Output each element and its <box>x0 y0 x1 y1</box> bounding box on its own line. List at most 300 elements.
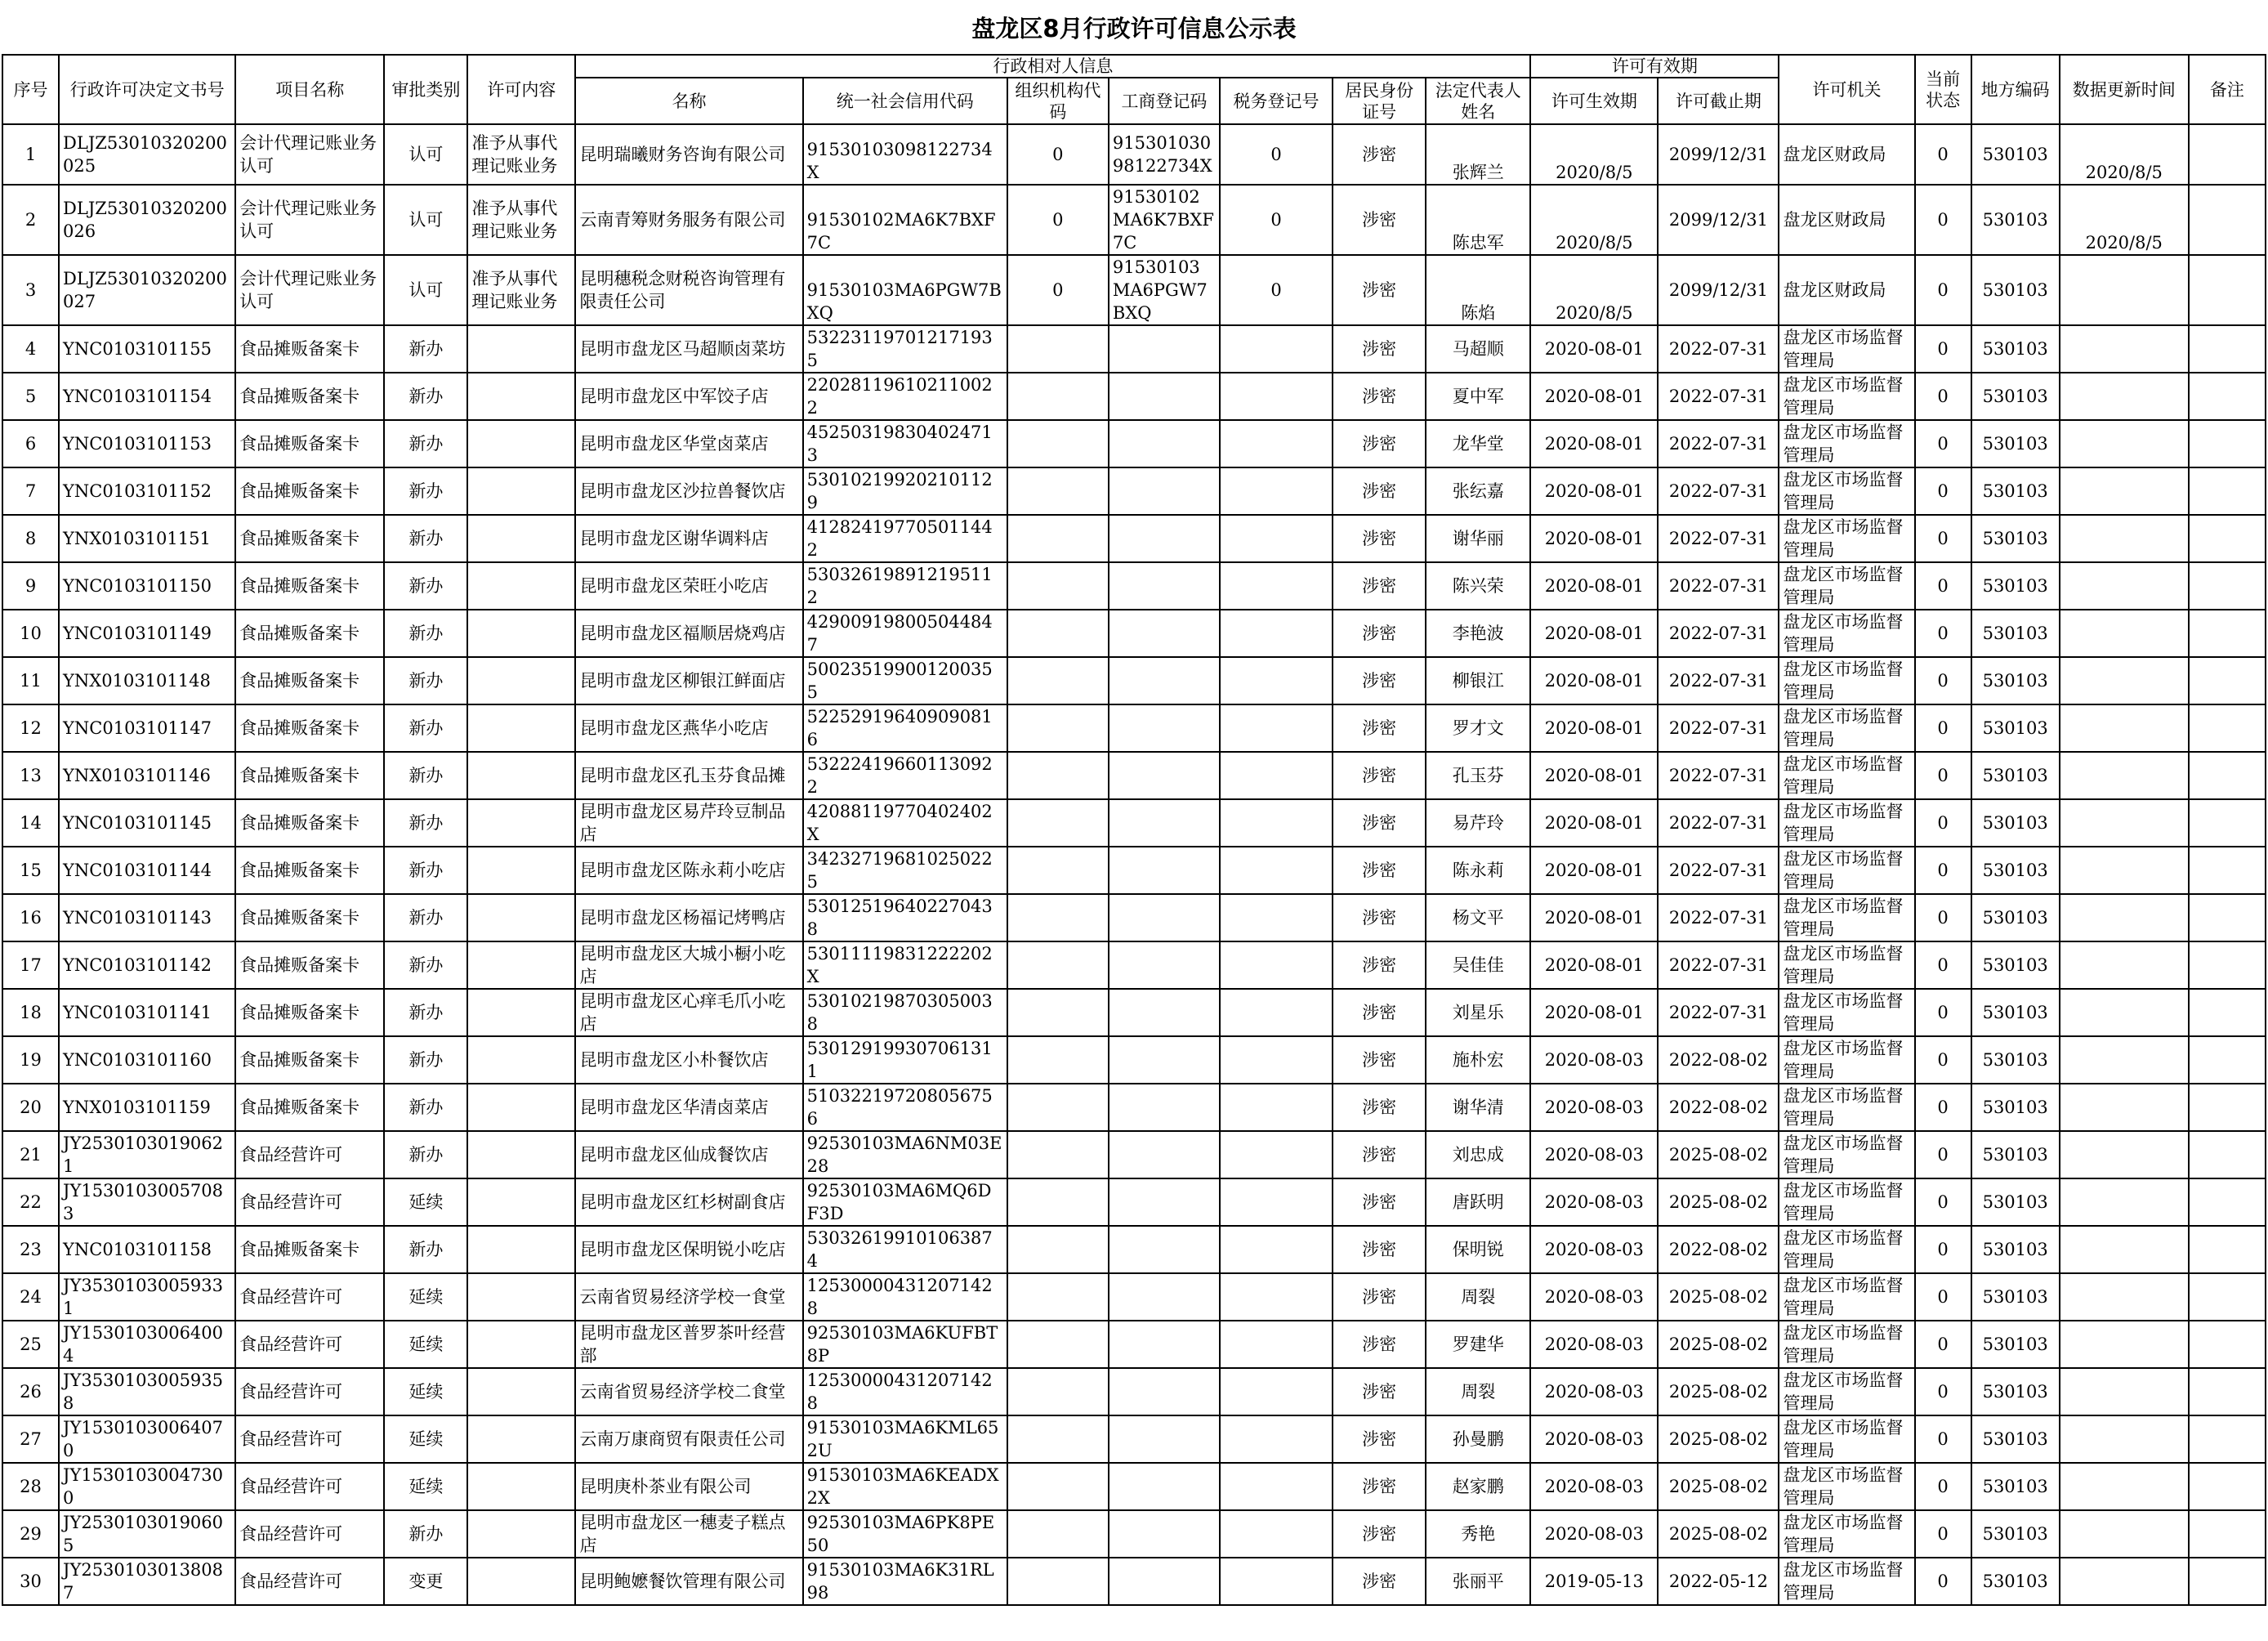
cell-status: 0 <box>1915 1226 1971 1273</box>
cell-authority: 盘龙区财政局 <box>1779 124 1914 185</box>
cell-name: 昆明市盘龙区陈永莉小吃店 <box>575 847 802 894</box>
cell-valid-from: 2020-08-01 <box>1530 704 1658 752</box>
cell-doc-no: JY15301030047300 <box>59 1463 235 1510</box>
cell-credit-code: 530326198912195112 <box>803 562 1007 610</box>
table-row <box>2 1321 2266 1368</box>
cell-credit-code: 412824197705011442 <box>803 515 1007 562</box>
cell-content <box>467 752 575 799</box>
cell-biz-reg <box>1109 1036 1220 1084</box>
cell-id-no: 涉密 <box>1333 1510 1426 1558</box>
table-row <box>2 847 2266 894</box>
table-row <box>2 420 2266 467</box>
cell-authority: 盘龙区市场监督管理局 <box>1779 420 1914 467</box>
cell-legal-rep: 陈兴荣 <box>1426 562 1530 610</box>
cell-status: 0 <box>1915 124 1971 185</box>
cell-id-no: 涉密 <box>1333 1178 1426 1226</box>
cell-seq: 26 <box>2 1368 59 1415</box>
cell-valid-from: 2020-08-01 <box>1530 799 1658 847</box>
cell-legal-rep: 龙华堂 <box>1426 420 1530 467</box>
cell-tax-reg <box>1220 562 1333 610</box>
cell-valid-to: 2022-07-31 <box>1658 704 1779 752</box>
cell-updated <box>2060 894 2189 941</box>
cell-valid-from: 2020-08-01 <box>1530 562 1658 610</box>
cell-content <box>467 1510 575 1558</box>
table-row <box>2 752 2266 799</box>
cell-doc-no: YNC0103101144 <box>59 847 235 894</box>
cell-updated: 2020/8/5 <box>2060 185 2189 255</box>
cell-remark <box>2189 515 2266 562</box>
cell-area-code: 530103 <box>1971 1178 2060 1226</box>
cell-valid-to: 2022-07-31 <box>1658 420 1779 467</box>
cell-remark <box>2189 467 2266 515</box>
cell-status: 0 <box>1915 1510 1971 1558</box>
cell-valid-to: 2022-07-31 <box>1658 657 1779 704</box>
cell-valid-to: 2025-08-02 <box>1658 1415 1779 1463</box>
cell-status: 0 <box>1915 373 1971 420</box>
cell-content <box>467 657 575 704</box>
cell-id-no: 涉密 <box>1333 1131 1426 1178</box>
table-row <box>2 657 2266 704</box>
cell-valid-to: 2022-07-31 <box>1658 467 1779 515</box>
table-row <box>2 1036 2266 1084</box>
cell-legal-rep: 马超顺 <box>1426 325 1530 373</box>
cell-credit-code: 91530103098122734X <box>803 124 1007 185</box>
cell-seq: 25 <box>2 1321 59 1368</box>
cell-seq: 28 <box>2 1463 59 1510</box>
cell-project: 食品摊贩备案卡 <box>235 610 384 657</box>
cell-valid-from: 2020-08-01 <box>1530 941 1658 989</box>
cell-valid-to: 2025-08-02 <box>1658 1131 1779 1178</box>
cell-legal-rep: 夏中军 <box>1426 373 1530 420</box>
cell-area-code: 530103 <box>1971 1273 2060 1321</box>
table-row <box>2 894 2266 941</box>
col-header-status: 当前状态 <box>1915 55 1971 124</box>
cell-authority: 盘龙区市场监督管理局 <box>1779 989 1914 1036</box>
cell-credit-code: 532224196601130922 <box>803 752 1007 799</box>
group-header-validity: 许可有效期 <box>1530 55 1779 78</box>
cell-biz-reg <box>1109 1084 1220 1131</box>
cell-category: 新办 <box>384 562 467 610</box>
cell-authority: 盘龙区市场监督管理局 <box>1779 373 1914 420</box>
cell-credit-code: 510322197208056756 <box>803 1084 1007 1131</box>
cell-biz-reg: 91530103MA6PGW7BXQ <box>1109 255 1220 325</box>
cell-area-code: 530103 <box>1971 467 2060 515</box>
cell-authority: 盘龙区市场监督管理局 <box>1779 1558 1914 1605</box>
cell-seq: 2 <box>2 185 59 255</box>
cell-project: 食品经营许可 <box>235 1131 384 1178</box>
cell-updated <box>2060 420 2189 467</box>
cell-valid-to: 2025-08-02 <box>1658 1368 1779 1415</box>
cell-project: 食品摊贩备案卡 <box>235 752 384 799</box>
permit-table <box>2 54 2266 1606</box>
cell-legal-rep: 赵家鹏 <box>1426 1463 1530 1510</box>
cell-credit-code: 125300004312071428 <box>803 1273 1007 1321</box>
cell-status: 0 <box>1915 1415 1971 1463</box>
cell-status: 0 <box>1915 1463 1971 1510</box>
cell-credit-code: 530129199307061311 <box>803 1036 1007 1084</box>
cell-tax-reg <box>1220 704 1333 752</box>
cell-name: 昆明市盘龙区燕华小吃店 <box>575 704 802 752</box>
cell-org-code: 0 <box>1007 185 1109 255</box>
cell-category: 新办 <box>384 941 467 989</box>
cell-content <box>467 704 575 752</box>
cell-project: 食品经营许可 <box>235 1178 384 1226</box>
cell-authority: 盘龙区财政局 <box>1779 255 1914 325</box>
cell-area-code: 530103 <box>1971 515 2060 562</box>
cell-tax-reg <box>1220 325 1333 373</box>
cell-category: 认可 <box>384 185 467 255</box>
cell-category: 新办 <box>384 752 467 799</box>
cell-valid-to: 2099/12/31 <box>1658 185 1779 255</box>
cell-name: 昆明市盘龙区一穗麦子糕点店 <box>575 1510 802 1558</box>
cell-biz-reg <box>1109 373 1220 420</box>
cell-org-code <box>1007 1510 1109 1558</box>
cell-credit-code: 92530103MA6PK8PE50 <box>803 1510 1007 1558</box>
cell-id-no: 涉密 <box>1333 941 1426 989</box>
cell-status: 0 <box>1915 420 1971 467</box>
cell-area-code: 530103 <box>1971 941 2060 989</box>
cell-authority: 盘龙区市场监督管理局 <box>1779 657 1914 704</box>
cell-credit-code: 530326199101063874 <box>803 1226 1007 1273</box>
cell-project: 食品摊贩备案卡 <box>235 894 384 941</box>
cell-updated <box>2060 704 2189 752</box>
cell-updated <box>2060 467 2189 515</box>
cell-category: 新办 <box>384 657 467 704</box>
cell-valid-from: 2020-08-01 <box>1530 752 1658 799</box>
cell-category: 新办 <box>384 1036 467 1084</box>
cell-content <box>467 1321 575 1368</box>
cell-status: 0 <box>1915 847 1971 894</box>
cell-remark <box>2189 704 2266 752</box>
cell-area-code: 530103 <box>1971 799 2060 847</box>
cell-updated <box>2060 1510 2189 1558</box>
cell-seq: 22 <box>2 1178 59 1226</box>
col-header-remark: 备注 <box>2189 55 2266 124</box>
cell-updated: 2020/8/5 <box>2060 124 2189 185</box>
cell-category: 新办 <box>384 989 467 1036</box>
table-row <box>2 1178 2266 1226</box>
cell-remark <box>2189 1321 2266 1368</box>
cell-id-no: 涉密 <box>1333 704 1426 752</box>
cell-valid-to: 2025-08-02 <box>1658 1178 1779 1226</box>
cell-org-code <box>1007 1273 1109 1321</box>
cell-updated <box>2060 1084 2189 1131</box>
cell-remark <box>2189 1415 2266 1463</box>
cell-category: 延续 <box>384 1463 467 1510</box>
cell-valid-from: 2020-08-01 <box>1530 325 1658 373</box>
cell-name: 昆明市盘龙区马超顺卤菜坊 <box>575 325 802 373</box>
cell-doc-no: YNC0103101150 <box>59 562 235 610</box>
cell-authority: 盘龙区市场监督管理局 <box>1779 1084 1914 1131</box>
cell-content <box>467 467 575 515</box>
cell-authority: 盘龙区市场监督管理局 <box>1779 1178 1914 1226</box>
cell-content <box>467 515 575 562</box>
cell-tax-reg <box>1220 799 1333 847</box>
cell-org-code <box>1007 1368 1109 1415</box>
cell-status: 0 <box>1915 325 1971 373</box>
table-row <box>2 1131 2266 1178</box>
cell-valid-to: 2022-07-31 <box>1658 799 1779 847</box>
cell-tax-reg <box>1220 373 1333 420</box>
cell-legal-rep: 李艳波 <box>1426 610 1530 657</box>
col-header-credit-code: 统一社会信用代码 <box>803 78 1007 124</box>
cell-credit-code: 220281196102110022 <box>803 373 1007 420</box>
cell-category: 延续 <box>384 1368 467 1415</box>
cell-authority: 盘龙区财政局 <box>1779 185 1914 255</box>
cell-area-code: 530103 <box>1971 1368 2060 1415</box>
cell-seq: 17 <box>2 941 59 989</box>
cell-status: 0 <box>1915 562 1971 610</box>
cell-status: 0 <box>1915 610 1971 657</box>
cell-status: 0 <box>1915 185 1971 255</box>
cell-name: 云南万康商贸有限责任公司 <box>575 1415 802 1463</box>
table-row <box>2 799 2266 847</box>
cell-tax-reg <box>1220 894 1333 941</box>
cell-name: 昆明市盘龙区保明锐小吃店 <box>575 1226 802 1273</box>
cell-biz-reg: 91530102MA6K7BXF7C <box>1109 185 1220 255</box>
cell-category: 变更 <box>384 1558 467 1605</box>
cell-tax-reg <box>1220 1131 1333 1178</box>
cell-valid-from: 2020-08-01 <box>1530 420 1658 467</box>
cell-biz-reg <box>1109 1178 1220 1226</box>
cell-updated <box>2060 1131 2189 1178</box>
cell-updated <box>2060 1226 2189 1273</box>
cell-updated <box>2060 325 2189 373</box>
cell-legal-rep: 罗才文 <box>1426 704 1530 752</box>
cell-authority: 盘龙区市场监督管理局 <box>1779 515 1914 562</box>
cell-valid-to: 2022-07-31 <box>1658 752 1779 799</box>
cell-id-no: 涉密 <box>1333 467 1426 515</box>
cell-area-code: 530103 <box>1971 373 2060 420</box>
cell-doc-no: YNC0103101142 <box>59 941 235 989</box>
cell-id-no: 涉密 <box>1333 255 1426 325</box>
cell-seq: 15 <box>2 847 59 894</box>
cell-valid-from: 2020/8/5 <box>1530 124 1658 185</box>
cell-biz-reg <box>1109 1415 1220 1463</box>
cell-valid-from: 2020/8/5 <box>1530 185 1658 255</box>
cell-name: 昆明市盘龙区福顺居烧鸡店 <box>575 610 802 657</box>
cell-updated <box>2060 255 2189 325</box>
cell-area-code: 530103 <box>1971 562 2060 610</box>
cell-project: 食品摊贩备案卡 <box>235 373 384 420</box>
cell-project: 会计代理记账业务认可 <box>235 185 384 255</box>
cell-remark <box>2189 752 2266 799</box>
cell-biz-reg <box>1109 1321 1220 1368</box>
cell-valid-from: 2020-08-01 <box>1530 847 1658 894</box>
table-row <box>2 610 2266 657</box>
cell-biz-reg <box>1109 847 1220 894</box>
cell-id-no: 涉密 <box>1333 1226 1426 1273</box>
col-header-updated: 数据更新时间 <box>2060 55 2189 124</box>
cell-legal-rep: 罗建华 <box>1426 1321 1530 1368</box>
cell-org-code <box>1007 562 1109 610</box>
cell-category: 新办 <box>384 847 467 894</box>
col-header-tax-reg: 税务登记号 <box>1220 78 1333 124</box>
cell-tax-reg <box>1220 1178 1333 1226</box>
cell-remark <box>2189 373 2266 420</box>
cell-authority: 盘龙区市场监督管理局 <box>1779 467 1914 515</box>
cell-content <box>467 373 575 420</box>
cell-valid-from: 2020-08-01 <box>1530 373 1658 420</box>
col-header-name: 名称 <box>575 78 802 124</box>
cell-content <box>467 1226 575 1273</box>
cell-seq: 13 <box>2 752 59 799</box>
cell-valid-to: 2025-08-02 <box>1658 1321 1779 1368</box>
cell-updated <box>2060 752 2189 799</box>
cell-remark <box>2189 1273 2266 1321</box>
cell-name: 昆明市盘龙区荣旺小吃店 <box>575 562 802 610</box>
cell-name: 昆明市盘龙区红杉树副食店 <box>575 1178 802 1226</box>
cell-project: 食品经营许可 <box>235 1510 384 1558</box>
cell-credit-code: 500235199001200355 <box>803 657 1007 704</box>
cell-category: 新办 <box>384 1510 467 1558</box>
table-row <box>2 562 2266 610</box>
cell-biz-reg <box>1109 610 1220 657</box>
cell-org-code <box>1007 1415 1109 1463</box>
cell-credit-code: 42088119770402402X <box>803 799 1007 847</box>
cell-name: 昆明市盘龙区小朴餐饮店 <box>575 1036 802 1084</box>
cell-name: 昆明市盘龙区谢华调料店 <box>575 515 802 562</box>
cell-project: 食品摊贩备案卡 <box>235 467 384 515</box>
cell-status: 0 <box>1915 1036 1971 1084</box>
cell-content <box>467 1463 575 1510</box>
cell-org-code <box>1007 1321 1109 1368</box>
cell-valid-from: 2020-08-03 <box>1530 1178 1658 1226</box>
cell-project: 食品经营许可 <box>235 1321 384 1368</box>
cell-org-code <box>1007 894 1109 941</box>
cell-updated <box>2060 1415 2189 1463</box>
cell-valid-to: 2022-08-02 <box>1658 1036 1779 1084</box>
cell-project: 食品经营许可 <box>235 1415 384 1463</box>
cell-valid-to: 2022-07-31 <box>1658 325 1779 373</box>
cell-category: 延续 <box>384 1273 467 1321</box>
cell-name: 昆明市盘龙区仙成餐饮店 <box>575 1131 802 1178</box>
cell-tax-reg <box>1220 1226 1333 1273</box>
cell-seq: 11 <box>2 657 59 704</box>
cell-org-code <box>1007 1558 1109 1605</box>
cell-authority: 盘龙区市场监督管理局 <box>1779 562 1914 610</box>
cell-content <box>467 1368 575 1415</box>
cell-biz-reg <box>1109 1131 1220 1178</box>
cell-project: 食品摊贩备案卡 <box>235 657 384 704</box>
cell-area-code: 530103 <box>1971 1321 2060 1368</box>
cell-name: 云南青筹财务服务有限公司 <box>575 185 802 255</box>
cell-seq: 21 <box>2 1131 59 1178</box>
cell-authority: 盘龙区市场监督管理局 <box>1779 1226 1914 1273</box>
cell-status: 0 <box>1915 515 1971 562</box>
cell-authority: 盘龙区市场监督管理局 <box>1779 1368 1914 1415</box>
cell-valid-from: 2020-08-01 <box>1530 657 1658 704</box>
cell-seq: 5 <box>2 373 59 420</box>
cell-id-no: 涉密 <box>1333 1415 1426 1463</box>
cell-remark <box>2189 1178 2266 1226</box>
cell-valid-to: 2099/12/31 <box>1658 124 1779 185</box>
cell-seq: 6 <box>2 420 59 467</box>
table-row <box>2 515 2266 562</box>
cell-status: 0 <box>1915 941 1971 989</box>
cell-valid-from: 2020-08-03 <box>1530 1463 1658 1510</box>
cell-tax-reg <box>1220 1368 1333 1415</box>
cell-name: 云南省贸易经济学校一食堂 <box>575 1273 802 1321</box>
cell-name: 昆明鲍嬷餐饮管理有限公司 <box>575 1558 802 1605</box>
cell-updated <box>2060 941 2189 989</box>
cell-biz-reg <box>1109 752 1220 799</box>
cell-content <box>467 1558 575 1605</box>
cell-category: 新办 <box>384 373 467 420</box>
cell-credit-code: 53011119831222202X <box>803 941 1007 989</box>
cell-doc-no: DLJZ53010320200025 <box>59 124 235 185</box>
cell-seq: 8 <box>2 515 59 562</box>
cell-doc-no: YNC0103101141 <box>59 989 235 1036</box>
cell-authority: 盘龙区市场监督管理局 <box>1779 752 1914 799</box>
cell-credit-code: 530102199202101129 <box>803 467 1007 515</box>
cell-area-code: 530103 <box>1971 657 2060 704</box>
cell-id-no: 涉密 <box>1333 1463 1426 1510</box>
cell-valid-to: 2022-07-31 <box>1658 941 1779 989</box>
cell-id-no: 涉密 <box>1333 373 1426 420</box>
cell-name: 昆明市盘龙区沙拉兽餐饮店 <box>575 467 802 515</box>
header-row-1 <box>2 55 2266 78</box>
cell-remark <box>2189 562 2266 610</box>
cell-authority: 盘龙区市场监督管理局 <box>1779 847 1914 894</box>
table-row <box>2 185 2266 255</box>
cell-name: 昆明市盘龙区中军饺子店 <box>575 373 802 420</box>
cell-remark <box>2189 1226 2266 1273</box>
cell-credit-code: 91530103MA6K31RL98 <box>803 1558 1007 1605</box>
cell-category: 新办 <box>384 610 467 657</box>
cell-doc-no: JY15301030057083 <box>59 1178 235 1226</box>
cell-doc-no: YNC0103101143 <box>59 894 235 941</box>
cell-project: 食品摊贩备案卡 <box>235 420 384 467</box>
cell-valid-to: 2022-05-12 <box>1658 1558 1779 1605</box>
cell-id-no: 涉密 <box>1333 515 1426 562</box>
cell-doc-no: YNX0103101146 <box>59 752 235 799</box>
cell-seq: 29 <box>2 1510 59 1558</box>
cell-status: 0 <box>1915 1558 1971 1605</box>
cell-project: 食品经营许可 <box>235 1463 384 1510</box>
cell-remark <box>2189 185 2266 255</box>
cell-remark <box>2189 1368 2266 1415</box>
cell-category: 新办 <box>384 1226 467 1273</box>
cell-content <box>467 1273 575 1321</box>
cell-seq: 20 <box>2 1084 59 1131</box>
cell-name: 昆明市盘龙区柳银江鲜面店 <box>575 657 802 704</box>
cell-category: 新办 <box>384 704 467 752</box>
cell-project: 食品摊贩备案卡 <box>235 325 384 373</box>
cell-seq: 30 <box>2 1558 59 1605</box>
cell-authority: 盘龙区市场监督管理局 <box>1779 1415 1914 1463</box>
cell-valid-to: 2025-08-02 <box>1658 1273 1779 1321</box>
cell-name: 云南省贸易经济学校二食堂 <box>575 1368 802 1415</box>
cell-id-no: 涉密 <box>1333 1084 1426 1131</box>
cell-credit-code: 125300004312071428 <box>803 1368 1007 1415</box>
cell-area-code: 530103 <box>1971 1084 2060 1131</box>
cell-valid-from: 2020-08-03 <box>1530 1321 1658 1368</box>
cell-legal-rep: 刘星乐 <box>1426 989 1530 1036</box>
cell-category: 延续 <box>384 1321 467 1368</box>
cell-valid-from: 2020-08-03 <box>1530 1036 1658 1084</box>
cell-tax-reg <box>1220 515 1333 562</box>
cell-id-no: 涉密 <box>1333 989 1426 1036</box>
cell-biz-reg: 91530103098122734X <box>1109 124 1220 185</box>
cell-content <box>467 989 575 1036</box>
cell-doc-no: YNC0103101149 <box>59 610 235 657</box>
cell-credit-code: 530102198703050038 <box>803 989 1007 1036</box>
cell-authority: 盘龙区市场监督管理局 <box>1779 799 1914 847</box>
cell-valid-from: 2020-08-03 <box>1530 1084 1658 1131</box>
cell-updated <box>2060 1321 2189 1368</box>
cell-org-code <box>1007 373 1109 420</box>
